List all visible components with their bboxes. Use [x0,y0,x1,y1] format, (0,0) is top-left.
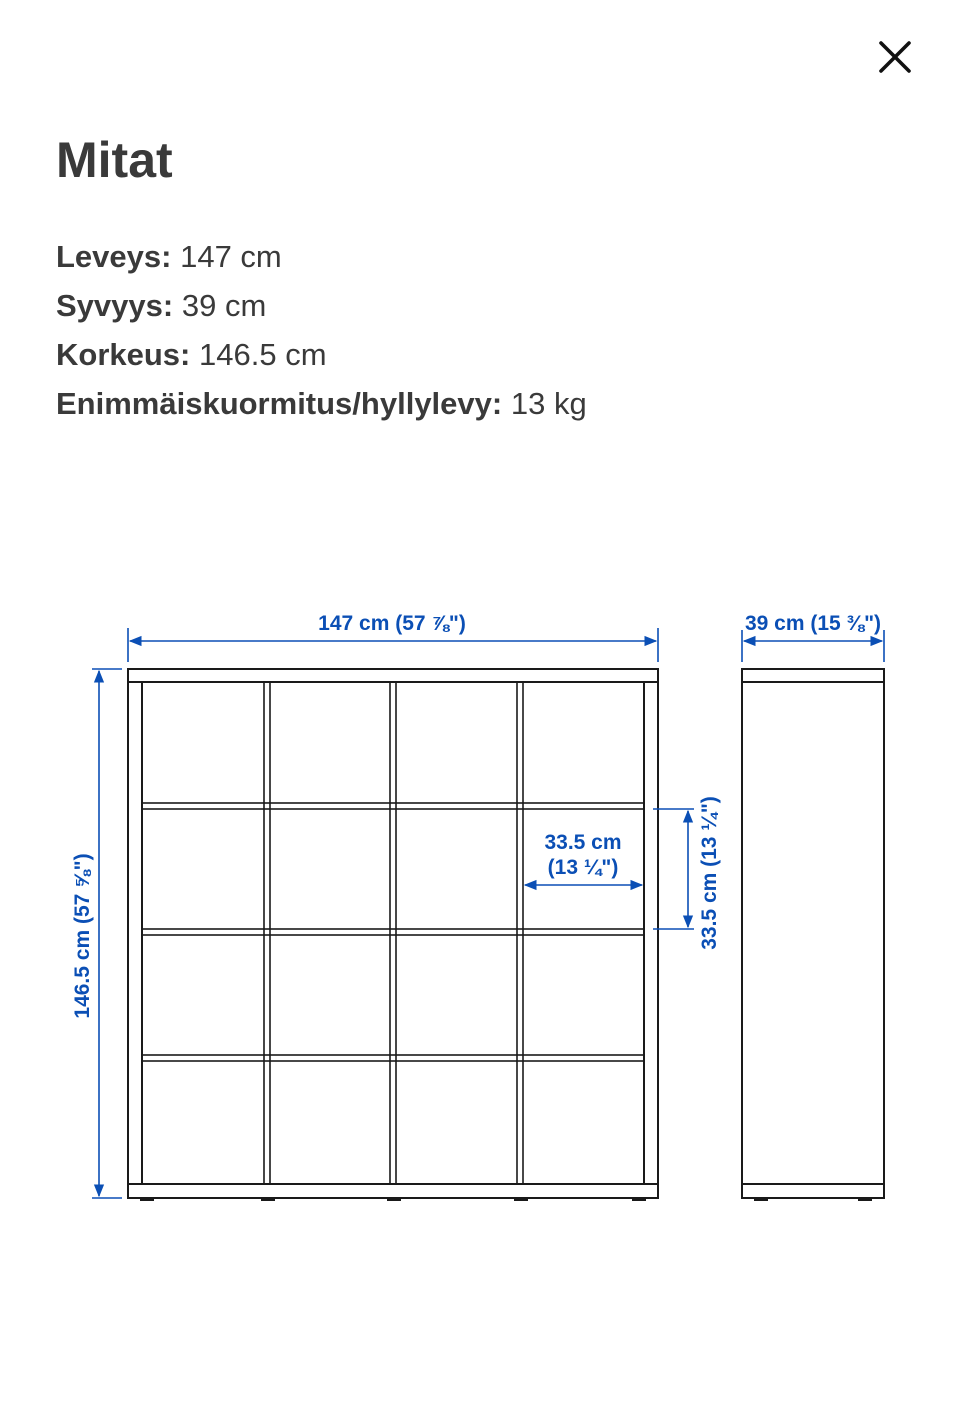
cell-height-dimension-label: 33.5 cm (13 ¼") [698,796,721,950]
spec-max-load-value: 13 kg [510,386,587,421]
depth-dimension-label: 39 cm (15 ⅜") [744,612,882,635]
spec-height-label: Korkeus: [56,337,191,372]
shelf-divider-horizontal [142,929,644,935]
side-top-board [742,669,884,682]
shelf-divider-vertical [264,682,270,1184]
shelf-divider-vertical [390,682,396,1184]
shelf-divider-horizontal [142,803,644,809]
shelf-divider-horizontal [142,1055,644,1061]
shelf-top-board [128,669,658,682]
cell-width-label-line1: 33.5 cm [544,831,622,854]
cell-width-label-line2: (13 ¼") [547,856,619,879]
height-dimension-label: 146.5 cm (57 ⅝") [71,853,94,1019]
spec-depth-label: Syvyys: [56,288,174,323]
dimension-lines [92,628,884,1198]
width-dimension-label: 147 cm (57 ⅞") [318,612,466,635]
page-title: Mitat [56,132,173,188]
spec-width-label: Leveys: [56,239,172,274]
shelf-right-panel [644,682,658,1184]
spec-height-value: 146.5 cm [199,337,327,372]
side-bottom-board [742,1184,884,1198]
shelf-divider-vertical [517,682,523,1184]
shelf-side-view [742,669,884,1201]
shelf-front-view [128,669,658,1201]
shelf-bottom-board [128,1184,658,1198]
spec-max-load-label: Enimmäiskuormitus/hyllylevy: [56,386,503,421]
spec-width-value: 147 cm [180,239,282,274]
side-panel [742,682,884,1184]
shelf-left-panel [128,682,142,1184]
spec-depth-value: 39 cm [181,288,267,323]
